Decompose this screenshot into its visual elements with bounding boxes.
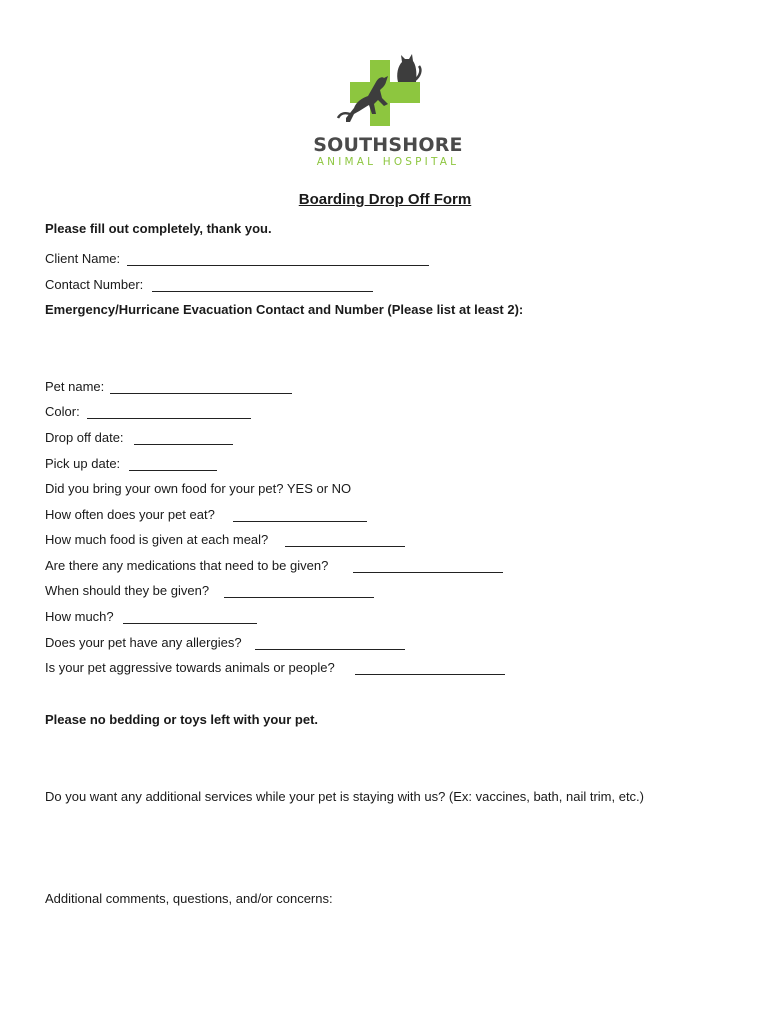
pick-up-date-label: Pick up date: [45,456,121,471]
drop-off-date-field[interactable] [134,444,233,445]
pet-name-label: Pet name: [45,379,105,394]
additional-comments-label: Additional comments, questions, and/or concerns: [45,891,333,906]
how-often-eat-field[interactable] [233,521,367,522]
when-given-field[interactable] [224,597,374,598]
cross-dog-cat-logo-icon [336,52,440,134]
client-name-field[interactable] [127,265,429,266]
aggressive-field[interactable] [355,674,505,675]
brand-subtitle: ANIMAL HOSPITAL [316,156,460,168]
how-much-label: How much? [45,609,114,624]
allergies-field[interactable] [255,649,405,650]
emergency-contact-label: Emergency/Hurricane Evacuation Contact and Number (Please list at least 2): [45,302,524,317]
how-often-eat-label: How often does your pet eat? [45,507,215,522]
pet-name-field[interactable] [110,393,292,394]
own-food-question: Did you bring your own food for your pet? YES or NO [45,481,352,496]
no-bedding-notice: Please no bedding or toys left with your pet. [45,712,319,727]
medications-label: Are there any medications that need to be given? [45,558,329,573]
medications-field[interactable] [353,572,503,573]
additional-services-area[interactable] [45,810,725,880]
contact-number-label: Contact Number: [45,277,144,292]
how-much-food-label: How much food is given at each meal? [45,532,269,547]
instruction-text: Please fill out completely, thank you. [45,221,272,236]
color-field[interactable] [87,418,251,419]
brand-name: SOUTHSHORE [313,134,463,156]
drop-off-date-label: Drop off date: [45,430,124,445]
aggressive-label: Is your pet aggressive towards animals or people? [45,660,335,675]
contact-number-field[interactable] [152,291,373,292]
allergies-label: Does your pet have any allergies? [45,635,242,650]
additional-comments-area[interactable] [45,912,725,1002]
how-much-food-field[interactable] [285,546,405,547]
color-label: Color: [45,404,80,419]
client-name-label: Client Name: [45,251,121,266]
additional-services-label: Do you want any additional services while your pet is staying with us? (Ex: vaccines, bath, nail trim, etc.) [45,789,644,804]
clinic-logo [300,52,476,170]
pick-up-date-field[interactable] [129,470,217,471]
form-title: Boarding Drop Off Form [298,191,472,208]
when-given-label: When should they be given? [45,583,210,598]
emergency-contact-area[interactable] [45,322,725,372]
how-much-field[interactable] [123,623,257,624]
